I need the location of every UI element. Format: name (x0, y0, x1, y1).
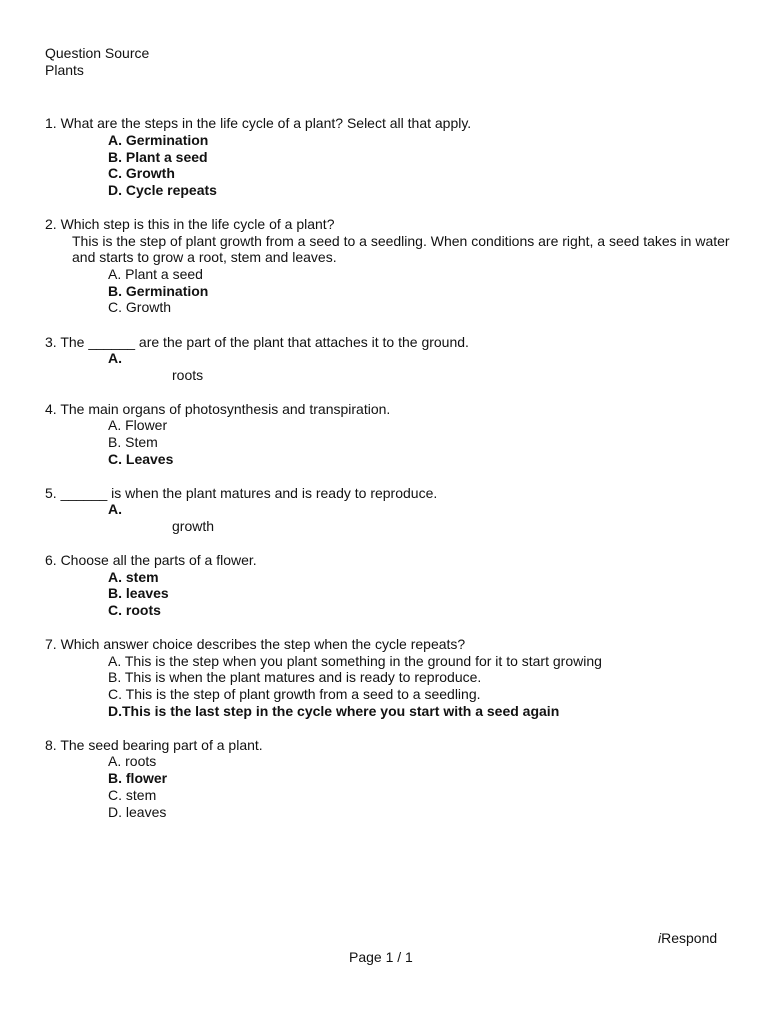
question-6-option-a: A. stem (108, 569, 159, 585)
question-1-option-c: C. Growth (108, 165, 175, 181)
question-8-option-c: C. stem (108, 787, 157, 803)
question-3-prompt: 3. The ______ are the part of the plant that attaches it to the ground. (45, 334, 469, 350)
page-number: Page 1 / 1 (349, 949, 413, 965)
question-5-option-a: A. (108, 501, 122, 517)
question-1-option-b: B. Plant a seed (108, 149, 208, 165)
question-3-option-a: A. (108, 350, 122, 366)
question-7-option-a: A. This is the step when you plant something in the ground for it to start growing (108, 653, 602, 669)
question-7-prompt: 7. Which answer choice describes the step when the cycle repeats? (45, 636, 466, 652)
question-6-option-c: C. roots (108, 602, 161, 618)
question-2-option-a: A. Plant a seed (108, 266, 203, 282)
question-1-option-a: A. Germination (108, 132, 209, 148)
question-8-option-d: D. leaves (108, 804, 167, 820)
question-3-answer: roots (172, 367, 204, 383)
question-4-option-a: A. Flower (108, 417, 168, 433)
question-7-option-b: B. This is when the plant matures and is ready to reproduce. (108, 669, 482, 685)
question-1-prompt: 1. What are the steps in the life cycle of a plant? Select all that apply. (45, 115, 472, 131)
brand-name: Respond (661, 930, 718, 946)
question-2-passage-line-1: This is the step of plant growth from a seed to a seedling. When conditions are right, a seed takes in water (72, 233, 730, 249)
brand-prefix: i (658, 930, 662, 946)
question-4-option-b: B. Stem (108, 434, 158, 450)
question-8-prompt: 8. The seed bearing part of a plant. (45, 737, 263, 753)
question-4-option-c: C. Leaves (108, 451, 174, 467)
question-5-answer: growth (172, 518, 215, 534)
question-4-prompt: 4. The main organs of photosynthesis and transpiration. (45, 401, 391, 417)
question-7-option-c: C. This is the step of plant growth from a seed to a seedling. (108, 686, 481, 702)
question-6-option-b: B. leaves (108, 585, 169, 601)
question-2-prompt: 2. Which step is this in the life cycle of a plant? (45, 216, 335, 232)
question-5-prompt: 5. ______ is when the plant matures and is ready to reproduce. (45, 485, 438, 501)
question-6-prompt: 6. Choose all the parts of a flower. (45, 552, 257, 568)
question-1-option-d: D. Cycle repeats (108, 182, 217, 198)
question-2-passage-line-2: and starts to grow a root, stem and leaves. (72, 249, 337, 265)
topic-title: Plants (45, 62, 84, 78)
question-7-option-d: D.This is the last step in the cycle where you start with a seed again (108, 703, 560, 719)
question-8-option-a: A. roots (108, 753, 157, 769)
brand-label (658, 930, 717, 946)
question-source-label: Question Source (45, 45, 150, 61)
question-2-option-b: B. Germination (108, 283, 209, 299)
question-2-option-c: C. Growth (108, 299, 172, 315)
question-8-option-b: B. flower (108, 770, 168, 786)
